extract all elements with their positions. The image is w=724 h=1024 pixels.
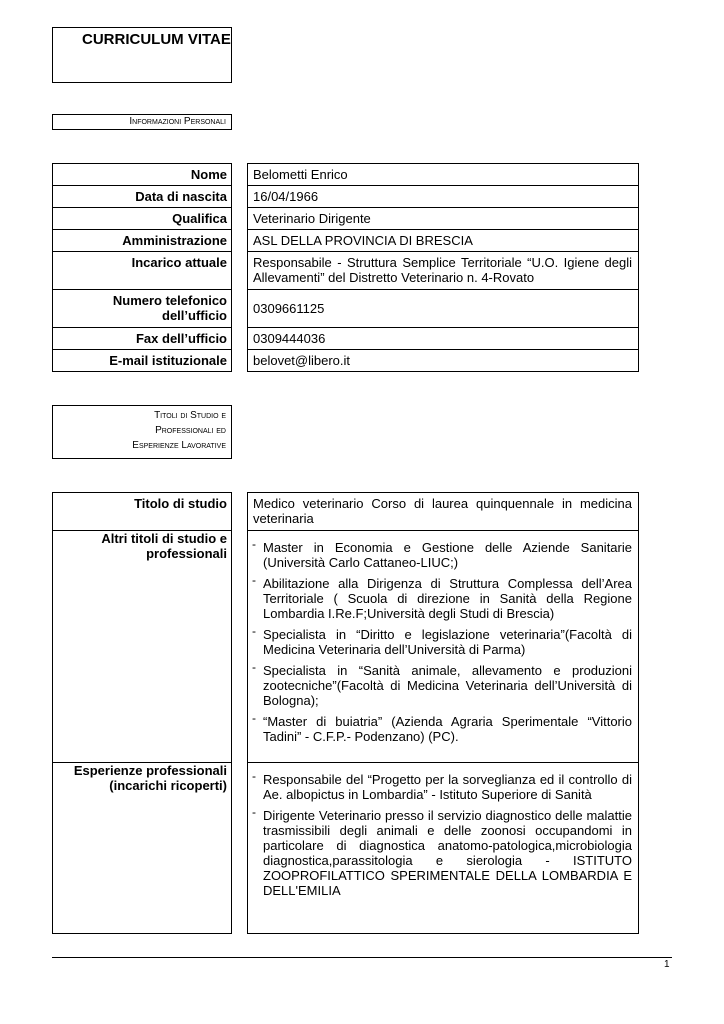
label-qualifica: Qualifica [172, 211, 227, 226]
value-amministrazione: ASL DELLA PROVINCIA DI BRESCIA [253, 233, 473, 248]
label-altri-line2: professionali [146, 546, 227, 561]
label-email: E-mail istituzionale [109, 353, 227, 368]
list-item: - Dirigente Veterinario presso il servizio diagnostico delle malattie trasmissibili degli animali e delle zoonosi occupandomi in particolare di diagnostica anatomo-patologica,microbiologia diagnostica,parassitologia e sierologia - ISTITUTO ZOOPROFILATTICO SPERIMENTALE DELLA LOMBARDIA E DELL'EMILIA [253, 808, 632, 898]
section-label: Informazioni Personali [129, 116, 226, 127]
list-item: - Responsabile del “Progetto per la sorveglianza ed il controllo di Ae. albopictus in Lombardia” - Istituto Superiore di Sanità [253, 772, 632, 802]
section-label-line1: Titoli di Studio e [154, 410, 226, 421]
list-item: - Abilitazione alla Dirigenza di Struttura Complessa dell’Area Territoriale ( Scuola di direzione in Sanità della Regione Lombardia I.Re.F;Università degli Studi di Brescia) [253, 576, 632, 621]
label-esperienze [52, 763, 232, 793]
label-telefono [52, 293, 232, 323]
label-telefono-line2: dell’ufficio [162, 308, 227, 323]
section-label-line3: Esperienze Lavorative [132, 440, 226, 451]
section-header-studies [52, 405, 232, 459]
label-esperienze-line1: Esperienze professionali [73, 763, 227, 778]
value-data-nascita: 16/04/1966 [253, 189, 319, 204]
page-title: CURRICULUM VITAE [82, 31, 231, 48]
value-fax: 0309444036 [253, 331, 326, 346]
label-fax: Fax dell’ufficio [135, 331, 227, 346]
page-number: 1 [664, 959, 670, 970]
list-item: - Master in Economia e Gestione delle Aziende Sanitarie (Università Carlo Cattaneo-LIUC;) [253, 540, 632, 570]
value-email: belovet@libero.it [253, 353, 351, 368]
value-telefono: 0309661125 [253, 301, 325, 316]
value-titolo-studio: Medico veterinario Corso di laurea quinquennale in medicina veterinaria [253, 496, 632, 526]
list-item: - Specialista in “Diritto e legislazione veterinaria”(Facoltà di Medicina Veterinaria dell’Università di Parma) [253, 627, 632, 657]
value-qualifica: Veterinario Dirigente [253, 211, 371, 226]
cv-title-box [52, 27, 232, 83]
label-telefono-line1: Numero telefonico [112, 293, 227, 308]
label-amministrazione: Amministrazione [122, 233, 227, 248]
label-data-nascita: Data di nascita [135, 189, 227, 204]
label-nome: Nome [190, 167, 227, 182]
label-titolo-studio: Titolo di studio [134, 496, 227, 511]
footer-divider [52, 957, 672, 958]
section-header-personal [52, 114, 232, 130]
list-item: - “Master di buiatria” (Azienda Agraria Sperimentale “Vittorio Tadini” - C.F.P.- Podenzano) (PC). [253, 714, 632, 744]
value-incarico: Responsabile - Struttura Semplice Territoriale “U.O. Igiene degli Allevamenti” del Distretto Veterinario n. 4-Rovato [253, 255, 632, 285]
esperienze-list [247, 772, 638, 904]
label-altri-titoli [52, 531, 232, 561]
section-label-line2: Professionali ed [155, 425, 226, 436]
altri-titoli-list [247, 540, 638, 750]
label-esperienze-line2: (incarichi ricoperti) [109, 778, 227, 793]
value-nome: Belometti Enrico [253, 167, 348, 182]
label-incarico: Incarico attuale [131, 255, 227, 270]
list-item: - Specialista in “Sanità animale, allevamento e produzioni zootecniche”(Facoltà di Medicina Veterinaria dell’Università di Bologna); [253, 663, 632, 708]
label-altri-line1: Altri titoli di studio e [101, 531, 227, 546]
